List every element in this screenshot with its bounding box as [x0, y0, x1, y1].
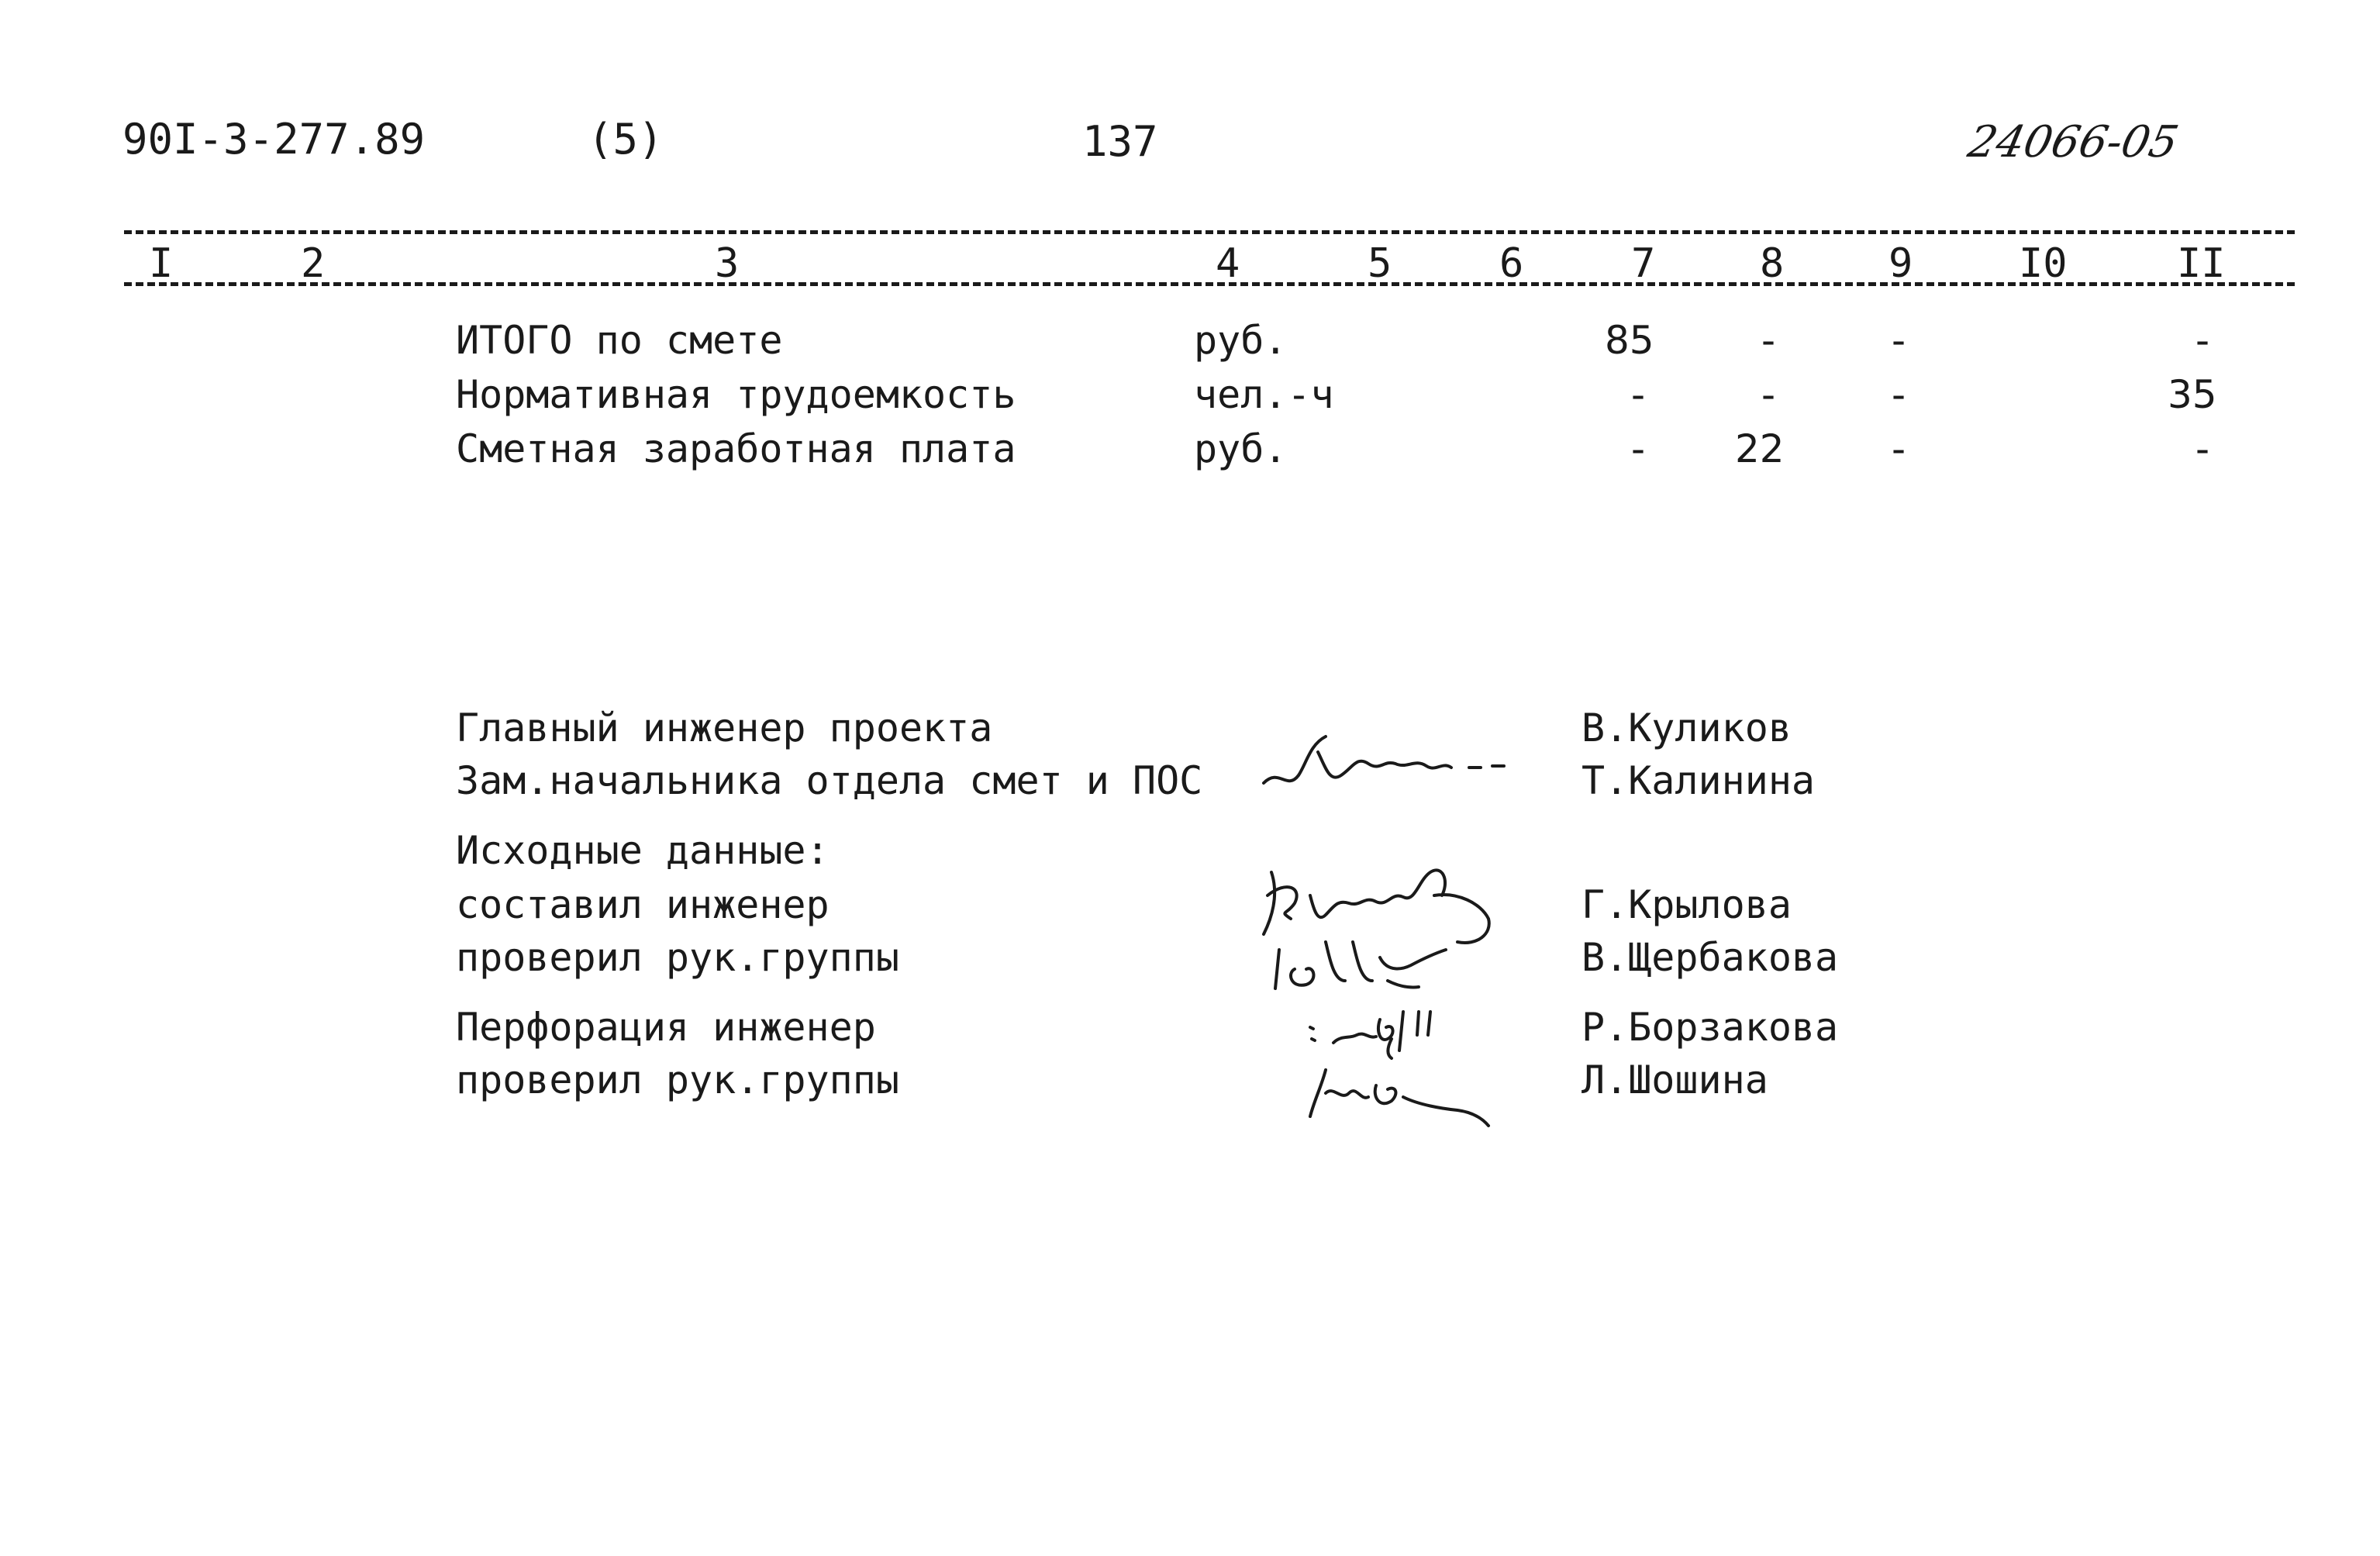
summary-row-col11: - — [2195, 426, 2210, 471]
signature-person: Р.Борзакова — [1581, 1005, 1839, 1050]
summary-row-name: ИТОГО по смете — [456, 318, 783, 363]
column-number-6: 6 — [1499, 240, 1524, 287]
summary-row-name: Сметная заработная плата — [456, 426, 1016, 471]
column-header-top-rule — [124, 230, 2295, 234]
column-number-9: 9 — [1888, 240, 1913, 287]
signature-role: проверил рук.группы — [456, 1057, 899, 1102]
signature-person: Л.Шошина — [1581, 1057, 1768, 1102]
handwritten-signature-kalinina — [1256, 721, 1519, 806]
signature-person: Г.Крылова — [1581, 882, 1792, 927]
column-number-7: 7 — [1631, 240, 1656, 287]
signature-person: Т.Калинина — [1581, 758, 1816, 803]
column-number-1: I — [149, 240, 174, 287]
summary-row-name: Нормативная трудоемкость — [456, 372, 1016, 417]
archive-number: 24066-05 — [1964, 117, 2183, 167]
summary-row-col7: 85 — [1605, 318, 1654, 363]
signature-role: проверил рук.группы — [456, 935, 899, 980]
document-code: 90I-3-277.89 — [122, 115, 426, 164]
summary-row-col8: - — [1761, 372, 1776, 417]
summary-row-col9: - — [1892, 426, 1906, 471]
column-number-11: II — [2177, 240, 2226, 287]
summary-row-col11: - — [2195, 318, 2210, 363]
summary-row-col7: - — [1631, 372, 1646, 417]
column-number-10: I0 — [2019, 240, 2068, 287]
signature-person: В.Щербакова — [1581, 935, 1839, 980]
summary-row-unit: руб. — [1194, 318, 1288, 363]
summary-row-col7: - — [1631, 426, 1646, 471]
album-number: (5) — [588, 115, 664, 164]
handwritten-signature-shoshina — [1295, 1031, 1496, 1132]
signature-section-heading: Исходные данные: — [456, 828, 830, 873]
signature-role: Перфорация инженер — [456, 1005, 876, 1050]
summary-row-unit: руб. — [1194, 426, 1288, 471]
summary-row-col11: 35 — [2168, 372, 2217, 417]
signature-person: В.Куликов — [1581, 706, 1792, 750]
column-number-3: 3 — [715, 240, 740, 287]
column-number-2: 2 — [301, 240, 326, 287]
signature-role: составил инженер — [456, 882, 830, 927]
summary-row-col8: 22 — [1735, 426, 1785, 471]
page-number: 137 — [1082, 117, 1158, 166]
signature-role: Главный инженер проекта — [456, 706, 993, 750]
column-number-8: 8 — [1760, 240, 1785, 287]
column-number-4: 4 — [1216, 240, 1240, 287]
summary-row-col8: - — [1761, 318, 1776, 363]
column-number-5: 5 — [1368, 240, 1392, 287]
summary-row-col9: - — [1892, 372, 1906, 417]
summary-row-col9: - — [1892, 318, 1906, 363]
column-header-bottom-rule — [124, 282, 2295, 286]
summary-row-unit: чел.-ч — [1194, 372, 1334, 417]
signature-role: Зам.начальника отдела смет и ПОС — [456, 758, 1203, 803]
handwritten-signature-shcherbakova — [1271, 926, 1473, 996]
